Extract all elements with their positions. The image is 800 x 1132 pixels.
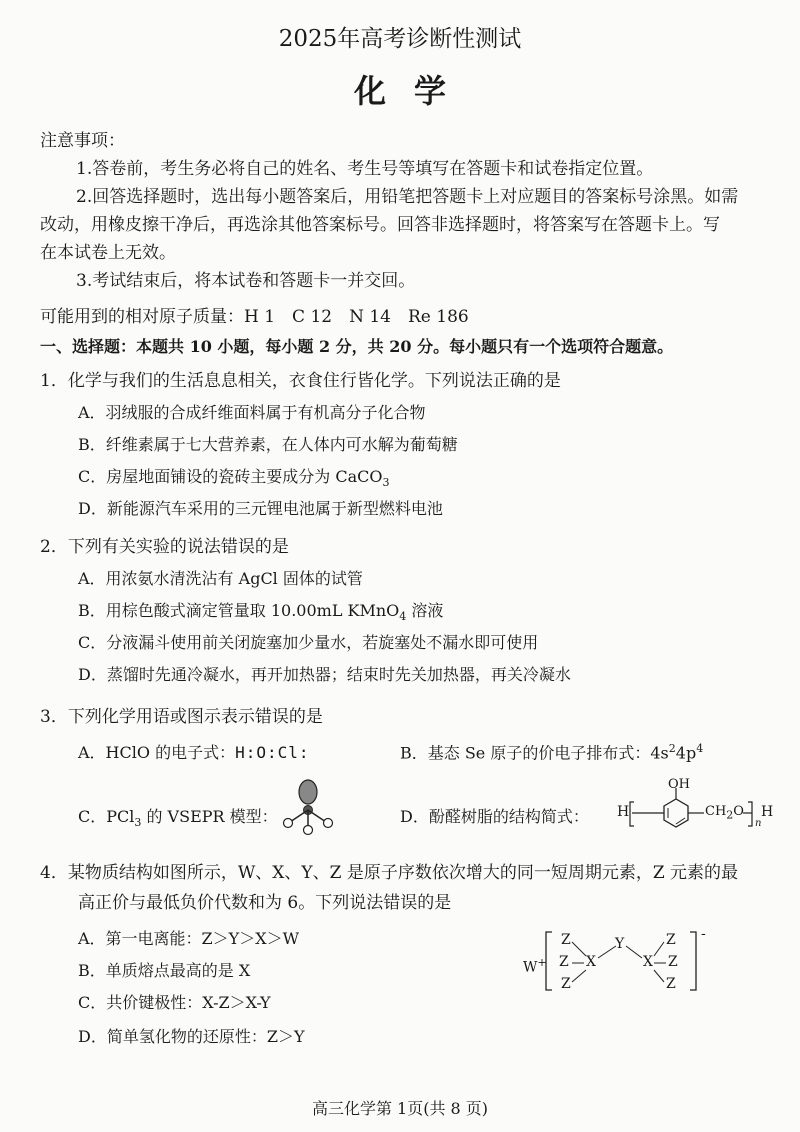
q1-option-c-text: C．房屋地面铺设的瓷砖主要成分为 CaCO <box>78 467 383 486</box>
q2-option-b <box>78 600 443 628</box>
q1-option-c-sub: 3 <box>382 476 390 490</box>
phenol-oh-label: OH <box>668 777 690 792</box>
q4-option-c: C．共价键极性：X-Z＞X-Y <box>78 993 271 1012</box>
q4-diagram-z4: Z <box>666 932 676 948</box>
section-1-heading: 一、选择题：本题共 10 小题，每小题 2 分，共 20 分。每小题只有一个选项符合题意。 <box>40 337 674 356</box>
atomic-masses: 可能用到的相对原子质量：H 1 C 12 N 14 Re 186 <box>40 307 469 327</box>
q3-stem: 3．下列化学用语或图示表示错误的是 <box>40 707 323 727</box>
q2-option-d: D．蒸馏时先通冷凝水，再开加热器；结束时先关加热器，再关冷凝水 <box>78 665 571 684</box>
q4-diagram-x1: X <box>586 954 596 970</box>
q4-diagram-z5: Z <box>668 954 678 970</box>
q3-option-b-sup2: 4 <box>696 742 704 755</box>
q3-option-a-text: A．HClO 的电子式： <box>78 743 236 762</box>
notes-item-3: 3.考试结束后，将本试卷和答题卡一并交回。 <box>76 271 416 291</box>
q4-diagram-w-charge: + <box>537 956 547 969</box>
q3-option-b <box>400 738 703 764</box>
notes-heading: 注意事项： <box>40 131 125 151</box>
phenolic-ch2-label: CH <box>705 804 727 819</box>
vsepr-model-figure <box>278 776 338 836</box>
q3-option-b-mid: 4p <box>675 743 697 763</box>
q2-stem: 2．下列有关实验的说法错误的是 <box>40 537 289 557</box>
q4-option-b: B．单质熔点最高的是 X <box>78 961 251 980</box>
q3-option-c <box>78 806 278 834</box>
q4-diagram-z3: Z <box>561 976 571 992</box>
q4-diagram-z2: Z <box>559 954 569 970</box>
q4-diagram-w: W <box>523 959 538 976</box>
q3-option-b-sup1: 2 <box>668 742 676 755</box>
q3-option-c-sub: 3 <box>134 816 142 830</box>
q1-option-c <box>78 466 389 494</box>
notes-item-2-line-1: 2.回答选择题时，选出每小题答案后，用铅笔把答题卡上对应题目的答案标号涂黑。如需 <box>76 187 739 207</box>
q3-option-c-text: C．PCl <box>78 807 135 826</box>
q4-diagram-y: Y <box>615 936 625 952</box>
q2-option-b-text: B．用棕色酸式滴定管量取 10.00mL KMnO <box>78 601 400 620</box>
q4-diagram-z6: Z <box>666 976 676 992</box>
hclo-electron-formula: H:O:Cl: <box>235 743 310 762</box>
q4-option-a: A．第一电离能：Z＞Y＞X＞W <box>78 929 300 948</box>
q4-stem-line-1: 4．某物质结构如图所示，W、X、Y、Z 是原子序数依次增大的同一短周期元素，Z 元素的最 <box>40 863 739 883</box>
phenolic-h-left: H <box>617 804 630 820</box>
q1-option-b: B．纤维素属于七大营养素，在人体内可水解为葡萄糖 <box>78 435 458 454</box>
q1-option-d: D．新能源汽车采用的三元锂电池属于新型燃料电池 <box>78 499 443 518</box>
q4-diagram-x2: X <box>643 954 653 970</box>
q3-option-c-tail: 的 VSEPR 模型： <box>141 807 278 826</box>
phenolic-o-label: O <box>733 804 744 819</box>
q2-option-b-sub: 4 <box>399 610 407 624</box>
q2-option-a: A．用浓氨水清洗沾有 AgCl 固体的试管 <box>78 569 363 588</box>
phenolic-h-right: H <box>761 804 774 820</box>
q1-stem: 1．化学与我们的生活息息相关，衣食住行皆化学。下列说法正确的是 <box>40 371 561 391</box>
page-footer: 高三化学第 1页(共 8 页) <box>311 1099 489 1118</box>
subject-title: 化学 <box>353 72 474 110</box>
q1-option-a: A．羽绒服的合成纤维面料属于有机高分子化合物 <box>78 403 426 422</box>
notes-item-2-line-3: 在本试卷上无效。 <box>40 243 176 263</box>
q4-stem-line-2: 高正价与最低负价代数和为 6。下列说法错误的是 <box>78 893 452 913</box>
q3-option-b-text: B．基态 Se 原子的价电子排布式：4s <box>400 743 669 763</box>
q4-diagram-z1: Z <box>561 932 571 948</box>
q4-option-d: D．简单氢化物的还原性：Z＞Y <box>78 1027 305 1046</box>
q2-option-c: C．分液漏斗使用前关闭旋塞加少量水，若旋塞处不漏水即可使用 <box>78 633 539 652</box>
notes-item-1: 1.答卷前，考生务必将自己的姓名、考生号等填写在答题卡和试卷指定位置。 <box>76 159 654 179</box>
q4-diagram-anion-charge: - <box>701 926 706 942</box>
q2-option-b-tail: 溶液 <box>406 601 444 620</box>
exam-title: 2025年高考诊断性测试 <box>278 26 522 52</box>
q3-option-a <box>78 742 310 764</box>
phenolic-n-label: n <box>755 818 762 829</box>
phenolic-resin-structure <box>612 776 772 842</box>
q3-option-d-text: D．酚醛树脂的结构简式： <box>400 807 589 826</box>
phenolic-ch2-sub: 2 <box>726 808 734 822</box>
notes-item-2-line-2: 改动，用橡皮擦干净后，再选涂其他答案标号。回答非选择题时，将答案写在答题卡上。写 <box>40 215 720 235</box>
